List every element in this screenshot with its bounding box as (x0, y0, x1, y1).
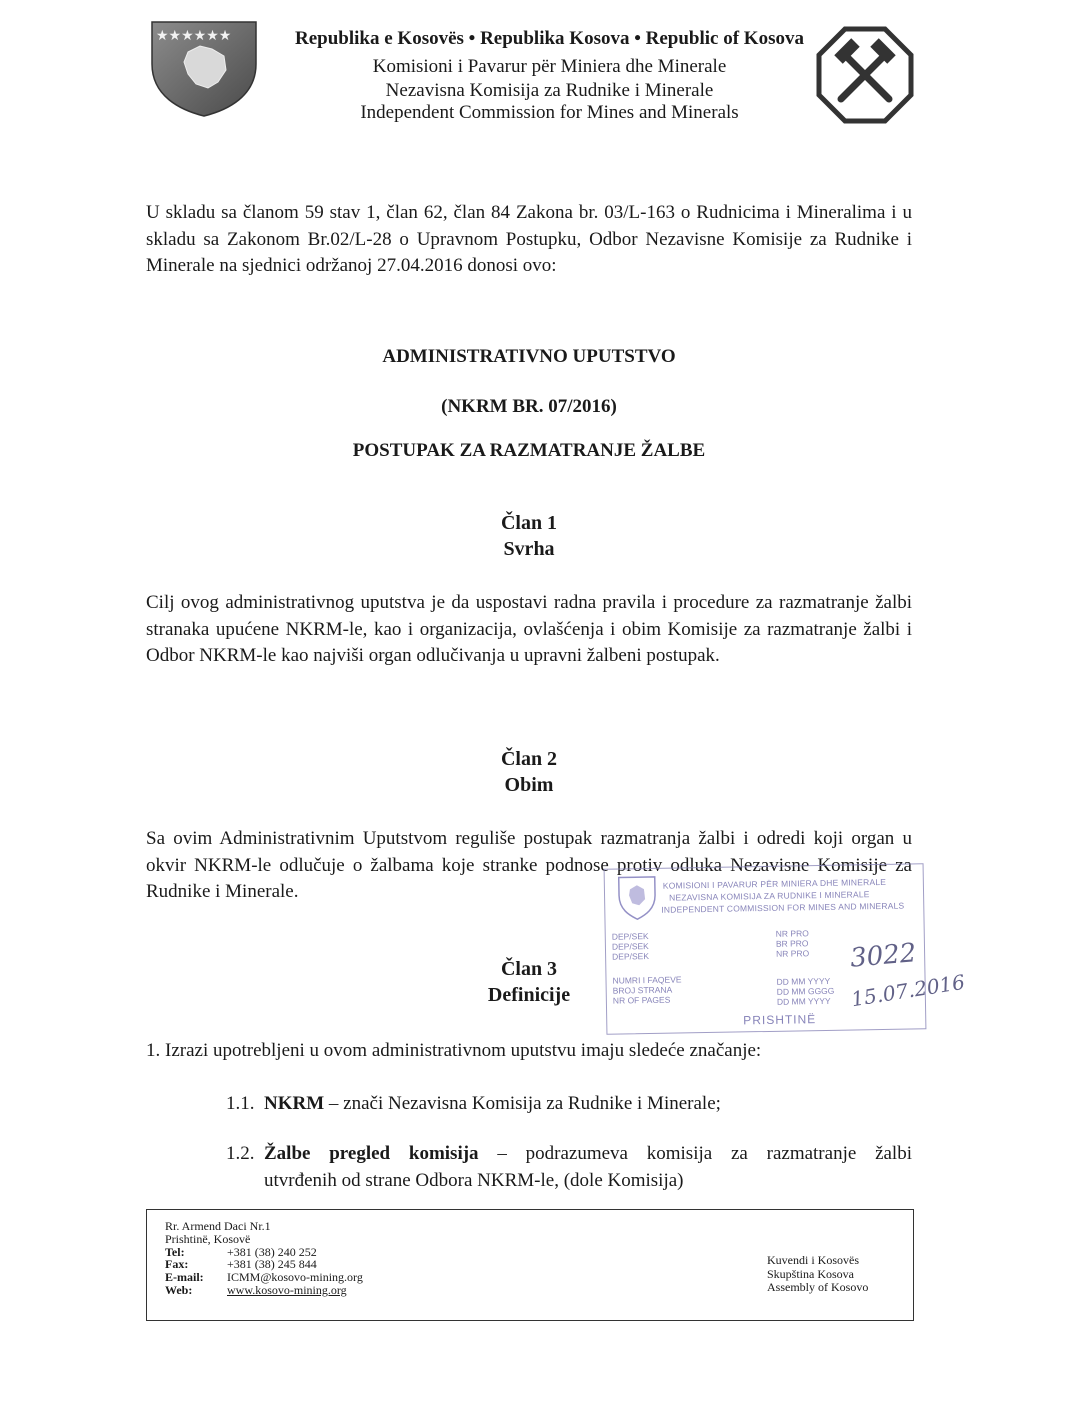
svg-text:★★★★★★: ★★★★★★ (156, 28, 232, 44)
stamp-pages-labels: NUMRI I FAQEVE BROJ STRANA NR OF PAGES (612, 974, 682, 1006)
article-2-name: Obim (504, 774, 554, 796)
header-commission-english: Independent Commission for Mines and Minerals (360, 102, 739, 123)
header-commission-albanian: Komisioni i Pavarur për Miniera dhe Minerale (372, 56, 727, 77)
intro-paragraph: U skladu sa članom 59 stav 1, član 62, član 84 Zakona br. 03/L-163 o Rudnicima i Mineralima i u skladu sa Zakonom Br.02/L-28 o Upravnom Postupku, Odbor Nezavisne Komisije za Rudnike i Minerale na sjednici održanoj 27.04.2016 donosi ovo: (146, 202, 912, 276)
footer-assembly-serbian: Skupština Kosova (767, 1266, 854, 1281)
footer-email-link[interactable]: ICMM@kosovo-mining.org (227, 1270, 363, 1285)
footer-address-street: Rr. Armend Daci Nr.1 (165, 1219, 271, 1233)
footer-contact-block (165, 1220, 363, 1297)
article-2-number: Član 2 (500, 748, 558, 770)
footer-box (146, 1209, 914, 1321)
article-1-text: Cilj ovog administrativnog uputstva je da uspostavi radna pravila i procedure za razmatranje žalbi stranaka upućene NKRM-le, kao i organizacija, ovlašćenja i obim Komisije za razmatranje žalbi i Odbor NKRM-le kao najviši organ odlučivanja u upravni žalbeni postupak. (146, 592, 912, 666)
footer-contact-key: E-mail: (165, 1270, 204, 1285)
stamp-emblem-icon (615, 873, 660, 922)
header-republic-line: Republika e Kosovës • Republika Kosova • Republic of Kosova (295, 28, 804, 49)
definition-text-continuation: utvrđenih od strane Odbora NKRM-le, (dole Komisija) (264, 1170, 684, 1191)
definition-text: – znači Nezavisna Komisija za Rudnike i Minerale; (324, 1093, 721, 1114)
stamp-commission-english: INDEPENDENT COMMISSION FOR MINES AND MINERALS (661, 900, 905, 915)
definition-number: 1.2. (226, 1143, 255, 1164)
footer-assembly-english: Assembly of Kosovo (767, 1280, 869, 1294)
definition-item (226, 1090, 721, 1117)
header-commission-serbian: Nezavisna Komisija za Rudnike i Minerale (385, 80, 714, 101)
definition-term: NKRM (264, 1093, 325, 1114)
article-3-name: Definicije (487, 984, 571, 1006)
stamp-city: PRISHTINË (743, 1012, 817, 1028)
stamp-department-labels: DEP/SEK DEP/SEK DEP/SEK (611, 931, 650, 962)
footer-web-link[interactable]: www.kosovo-mining.org (227, 1282, 347, 1297)
footer-contact-row (165, 1284, 363, 1297)
registry-stamp (604, 863, 967, 1035)
definition-item (226, 1140, 912, 1194)
article-1-name: Svrha (503, 538, 555, 560)
footer-contact-key: Web: (165, 1282, 193, 1297)
article-3-number: Član 3 (500, 958, 558, 980)
footer-assembly-block (767, 1254, 868, 1295)
definitions-intro: 1. Izrazi upotrebljeni u ovom administrativnom uputstvu imaju sledeće značanje: (146, 1040, 762, 1061)
definition-term: Žalbe pregled komisija (264, 1143, 479, 1164)
footer-contact-key: Fax: (165, 1257, 189, 1272)
document-title: ADMINISTRATIVNO UPUTSTVO (382, 346, 676, 367)
stamp-commission-albanian: KOMISIONI I PAVARUR PËR MINIERA DHE MINERALE (662, 876, 887, 891)
stamp-handwritten-number: 3022 (848, 938, 918, 974)
crossed-hammers-logo-icon (815, 25, 915, 125)
definition-text: – podrazumeva komisija za razmatranje žalbi (478, 1143, 912, 1164)
document-subtitle: POSTUPAK ZA RAZMATRANJE ŽALBE (352, 440, 706, 461)
stamp-handwritten-date: 15.07.2016 (849, 969, 967, 1012)
footer-contact-value: +381 (38) 240 252 (227, 1244, 317, 1259)
stamp-number-labels: NR PRO BR PRO NR PRO (775, 928, 810, 959)
footer-contact-value: +381 (38) 245 844 (227, 1257, 317, 1272)
article-2-text: Sa ovim Administrativnim Uputstvom reguliše postupak razmatranja žalbi i odredi koji organ u okvir NKRM-le odlučuje o žalbama koje stranke podnose protiv odluka Nezavisne Komisije za Rudnike i Minerale. (146, 828, 912, 902)
stamp-commission-serbian: NEZAVISNA KOMISIJA ZA RUDNIKE I MINERALE (669, 889, 870, 903)
footer-address-city: Prishtinë, Kosovë (165, 1231, 251, 1246)
article-1-number: Član 1 (500, 512, 558, 534)
stamp-date-labels: DD MM YYYY DD MM GGGG DD MM YYYY (776, 975, 835, 1007)
footer-assembly-albanian: Kuvendi i Kosovës (767, 1253, 859, 1267)
definition-number: 1.1. (226, 1093, 255, 1114)
footer-contact-key: Tel: (165, 1244, 185, 1259)
document-number: (NKRM BR. 07/2016) (441, 396, 617, 417)
kosovo-coat-of-arms-icon (148, 18, 260, 118)
